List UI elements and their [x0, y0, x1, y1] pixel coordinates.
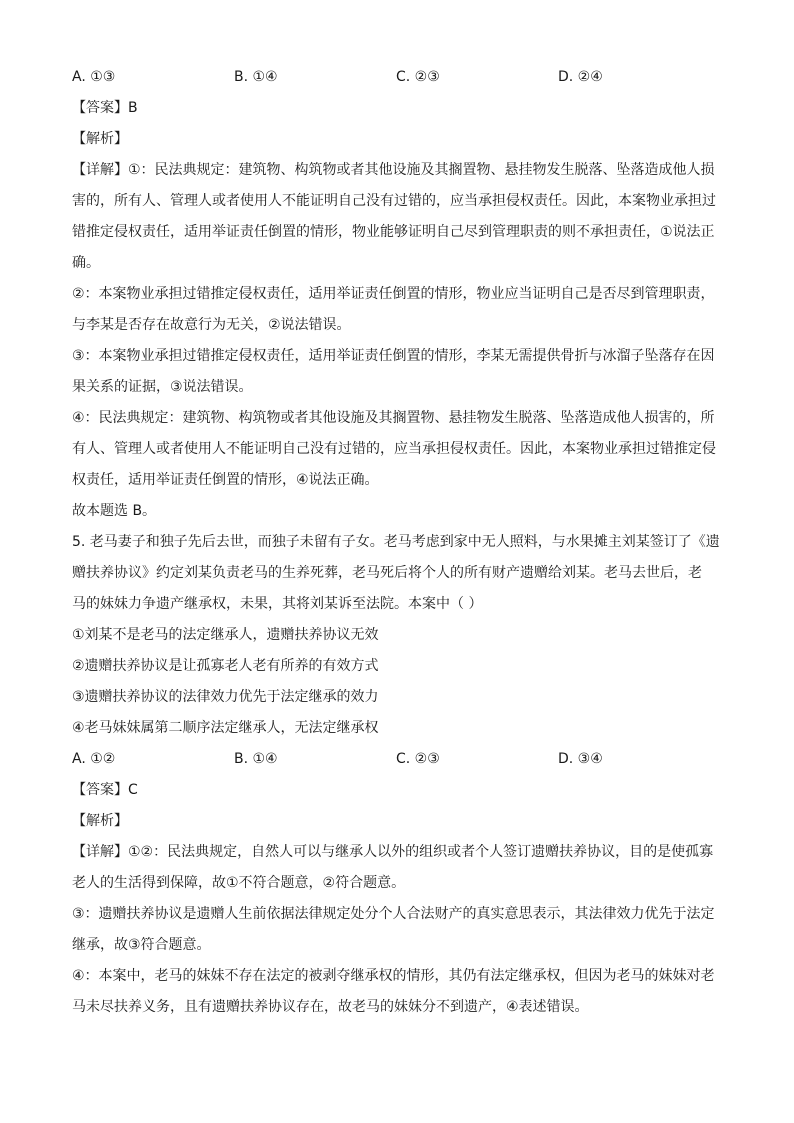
q4-detail-line: ②：本案物业承担过错推定侵权责任，适用举证责任倒置的情形，物业应当证明自己是否尽到管理职责，	[72, 286, 715, 302]
q5-detail-line: 老人的生活得到保障，故①不符合题意，②符合题意。	[72, 875, 406, 891]
q4-analysis-label: 【解析】	[72, 131, 128, 147]
q4-option-b: B. ①④	[234, 69, 278, 85]
q4-option-a: A. ①③	[72, 69, 116, 85]
q5-detail-line: 马未尽扶养义务，且有遗赠扶养协议存在，故老马的妹妹分不到遗产，④表述错误。	[72, 999, 589, 1015]
q4-detail-line: 与李某是否存在故意行为无关，②说法错误。	[72, 317, 351, 333]
q5-option-a: A. ①②	[72, 751, 116, 767]
q4-answer-label: 【答案】	[72, 100, 128, 116]
q4-option-c: C. ②③	[396, 69, 440, 85]
q5-stem-line: 5. 老马妻子和独子先后去世，而独子未留有子女。老马考虑到家中无人照料，与水果摊主刘某签订了《遗	[72, 534, 720, 550]
q5-detail-line: 【详解】①②：民法典规定，自然人可以与继承人以外的组织或者个人签订遗赠扶养协议，目的是使孤寡	[72, 844, 714, 860]
q5-option-d: D. ③④	[558, 751, 603, 767]
q5-statement: ②遗赠扶养协议是让孤寡老人老有所养的有效方式	[72, 658, 379, 674]
q4-conclusion: 故本题选 B。	[72, 503, 157, 519]
q4-options-row	[72, 62, 724, 93]
document-page	[72, 62, 724, 1023]
q5-stem-line: 马的妹妹力争遗产继承权，未果，其将刘某诉至法院。本案中（ ）	[72, 596, 483, 612]
q5-detail-line: ④：本案中，老马的妹妹不存在法定的被剥夺继承权的情形，其仍有法定继承权，但因为老马的妹妹对老	[72, 968, 715, 984]
q5-statement: ③遗赠扶养协议的法律效力优先于法定继承的效力	[72, 689, 379, 705]
q4-detail-line: 有人、管理人或者使用人不能证明自己没有过错的，应当承担侵权责任。因此，本案物业承担过错推定侵	[72, 441, 716, 457]
q5-answer-value: C	[128, 782, 138, 798]
q4-detail-line: ③：本案物业承担过错推定侵权责任，适用举证责任倒置的情形，李某无需提供骨折与冰溜子坠落存在因	[72, 348, 715, 364]
q5-detail-line: 继承，故③符合题意。	[72, 937, 211, 953]
q4-answer	[72, 93, 724, 124]
q4-answer-value: B	[128, 100, 138, 116]
q5-analysis-label: 【解析】	[72, 813, 128, 829]
q5-stem-line: 赠扶养协议》约定刘某负责老马的生养死葬，老马死后将个人的所有财产遗赠给刘某。老马去世后，老	[72, 565, 702, 581]
q4-detail-line: 权责任，适用举证责任倒置的情形，④说法正确。	[72, 472, 379, 488]
q5-statement: ④老马妹妹属第二顺序法定继承人，无法定继承权	[72, 720, 379, 736]
q5-answer-label: 【答案】	[72, 782, 128, 798]
q4-detail-line: ④：民法典规定：建筑物、构筑物或者其他设施及其搁置物、悬挂物发生脱落、坠落造成他人损害的，所	[72, 410, 715, 426]
q4-option-d: D. ②④	[558, 69, 603, 85]
q4-detail-line: 错推定侵权责任，适用举证责任倒置的情形，物业能够证明自己尽到管理职责的则不承担责任，①说法正	[72, 224, 715, 240]
q5-detail-line: ③：遗赠扶养协议是遗赠人生前依据法律规定处分个人合法财产的真实意思表示，其法律效力优先于法定	[72, 906, 715, 922]
q5-answer	[72, 775, 724, 806]
q4-detail-line: 害的，所有人、管理人或者使用人不能证明自己没有过错的，应当承担侵权责任。因此，本案物业承担过	[72, 193, 716, 209]
q5-statement: ①刘某不是老马的法定继承人，遗赠扶养协议无效	[72, 627, 379, 643]
q5-option-b: B. ①④	[234, 751, 278, 767]
q4-detail-line: 【详解】①：民法典规定：建筑物、构筑物或者其他设施及其搁置物、悬挂物发生脱落、坠落造成他人损	[72, 162, 715, 178]
q4-detail-line: 果关系的证据，③说法错误。	[72, 379, 253, 395]
q5-option-c: C. ②③	[396, 751, 440, 767]
q5-options-row	[72, 744, 724, 775]
q4-detail-line: 确。	[72, 255, 100, 271]
